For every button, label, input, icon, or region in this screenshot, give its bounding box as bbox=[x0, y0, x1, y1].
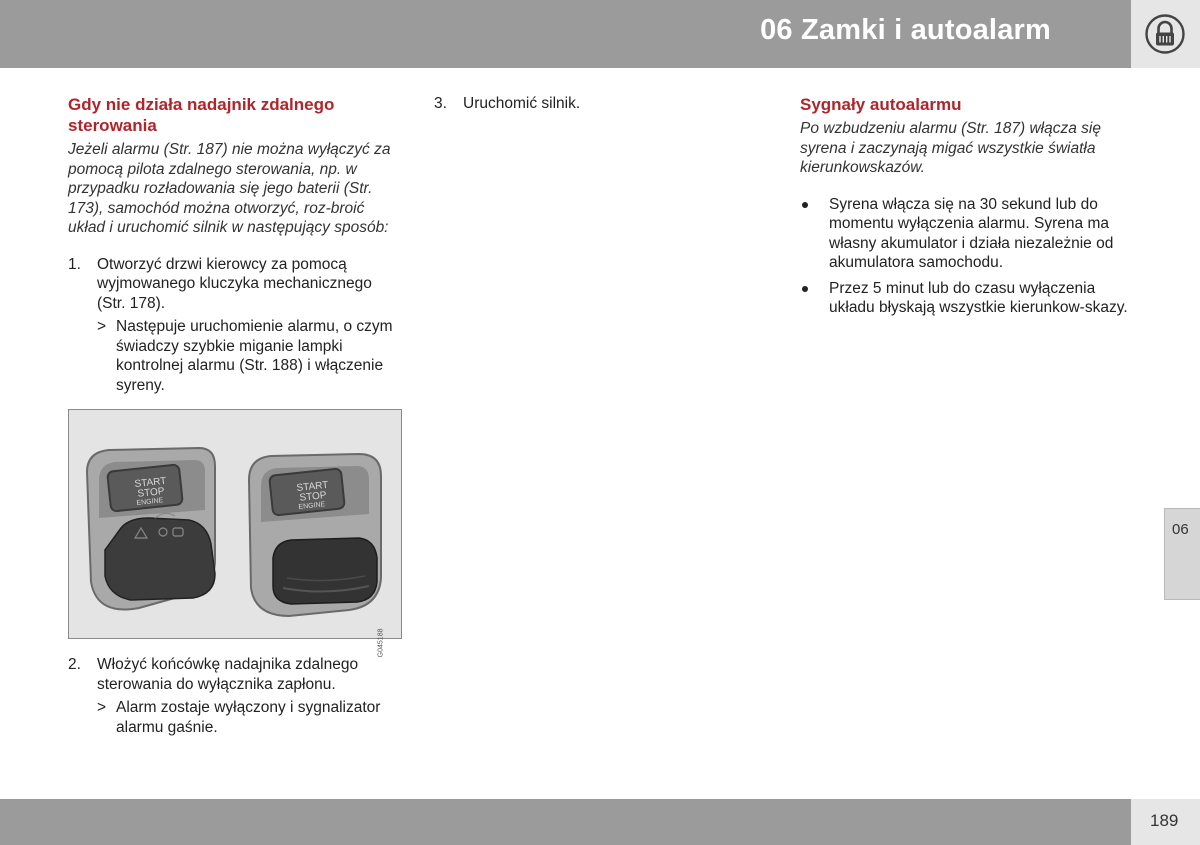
padlock-icon bbox=[1145, 14, 1185, 54]
result-text: Następuje uruchomienie alarmu, o czym świadczy szybkie miganie lampki kontrolnej alarmu (Str. 188) i włączenie syreny. bbox=[116, 318, 393, 394]
ignition-illustration bbox=[68, 409, 402, 657]
chapter-title: 06 Zamki i autoalarm bbox=[760, 14, 1051, 46]
right-column bbox=[800, 94, 1136, 324]
header-icon-box bbox=[1131, 0, 1200, 68]
intro-text: Jeżeli alarmu (Str. 187) nie można wyłączyć za pomocą pilota zdalnego sterowania, np. w przypadku rozładowania się jego baterii (Str. 173), samochód można otworzyć, roz-broić układ i uruchomić silnik w następujący sposób: bbox=[68, 141, 391, 236]
start-label: START bbox=[134, 475, 167, 491]
chapter-tab[interactable] bbox=[1164, 508, 1200, 600]
step-2-result bbox=[68, 698, 404, 737]
bullet-text: Syrena włącza się na 30 sekund lub do momentu wyłączenia alarmu. Syrena ma własny akumulator i działa niezależnie od akumulatora samochodu. bbox=[829, 195, 1114, 271]
page-number: 189 bbox=[1150, 811, 1179, 830]
footer-bar bbox=[0, 799, 1131, 845]
stop-label-right: STOP bbox=[299, 490, 328, 504]
step-2 bbox=[68, 655, 404, 694]
bullet-dot-icon bbox=[802, 286, 808, 292]
left-column bbox=[68, 94, 404, 737]
step-number: 1. bbox=[68, 255, 81, 273]
figure-code: G045188 bbox=[377, 628, 385, 657]
result-marker: > bbox=[97, 318, 107, 335]
stop-label: STOP bbox=[137, 486, 166, 500]
step-1-result bbox=[68, 317, 404, 395]
start-label-right: START bbox=[296, 479, 329, 495]
step-3 bbox=[434, 94, 764, 114]
step-1 bbox=[68, 255, 404, 314]
chapter-tab-label: 06 bbox=[1172, 521, 1189, 538]
result-text: Alarm zostaje wyłączony i sygnalizator alarmu gaśnie. bbox=[116, 699, 381, 736]
engine-label-right: ENGINE bbox=[298, 501, 326, 511]
header-bar bbox=[0, 0, 1131, 68]
step-number: 3. bbox=[434, 95, 447, 112]
step-text: Włożyć końcówkę nadajnika zdalnego sterowania do wyłącznika zapłonu. bbox=[97, 656, 359, 693]
bullet-text: Przez 5 minut lub do czasu wyłączenia układu błyskają wszystkie kierunkow-skazy. bbox=[829, 279, 1128, 316]
section-heading-remote-failure: Gdy nie działa nadajnik zdalnego sterowania bbox=[68, 95, 335, 135]
bullet-dot-icon bbox=[802, 202, 808, 208]
step-text: Otworzyć drzwi kierowcy za pomocą wyjmowanego kluczyka mechanicznego (Str. 178). bbox=[97, 255, 372, 312]
middle-column bbox=[434, 94, 764, 118]
ignition-drawing bbox=[69, 410, 401, 638]
result-marker: > bbox=[97, 699, 107, 716]
step-text: Uruchomić silnik. bbox=[463, 95, 581, 112]
bullet-item bbox=[800, 279, 1136, 318]
page-number-box bbox=[1131, 799, 1200, 845]
step-number: 2. bbox=[68, 656, 81, 673]
engine-label: ENGINE bbox=[136, 497, 164, 507]
section-heading-alarm-signals: Sygnały autoalarmu bbox=[800, 95, 962, 114]
intro-text: Po wzbudzeniu alarmu (Str. 187) włącza się syrena i zaczynają migać wszystkie światła kierunkowskazów. bbox=[800, 120, 1101, 176]
bullet-item bbox=[800, 195, 1136, 273]
